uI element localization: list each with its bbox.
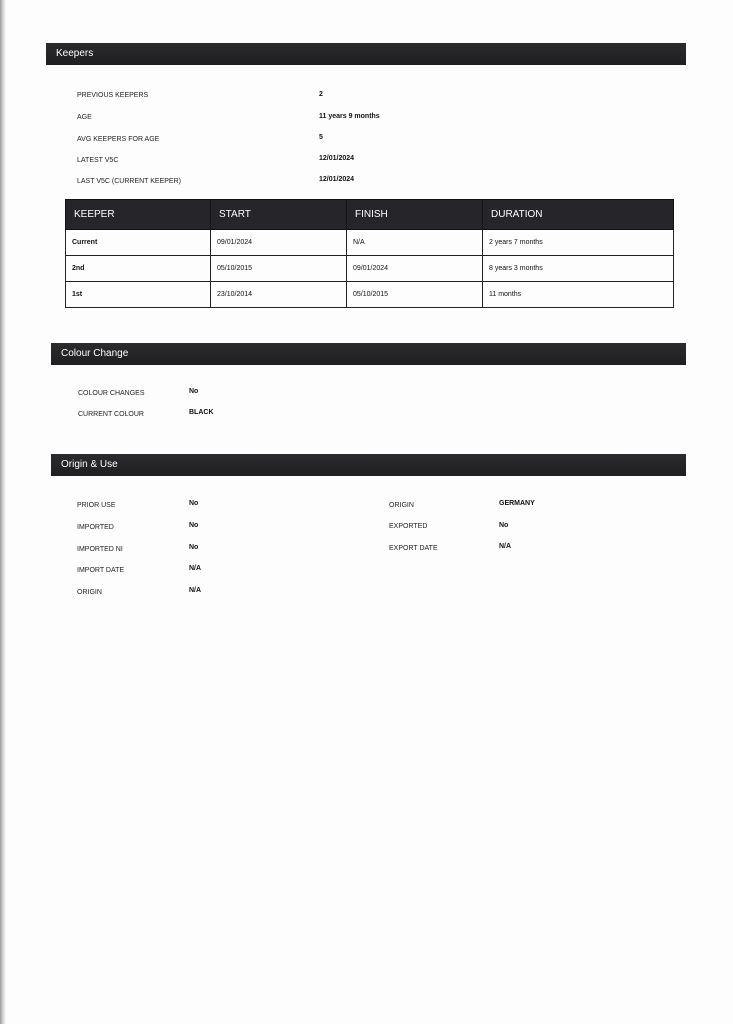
export-date-label: EXPORT DATE [389,545,438,552]
imported-label: IMPORTED [77,524,114,531]
prior-use-label: PRIOR USE [77,502,116,509]
age-label: AGE [77,114,92,121]
last-v5c-label: LAST V5C (CURRENT KEEPER) [77,178,181,185]
duration-column-header: DURATION [483,200,674,230]
start-cell: 09/01/2024 [211,230,347,256]
exported-label: EXPORTED [389,523,428,530]
duration-cell: 11 months [483,282,674,308]
keepers-table-header-row [66,200,674,230]
table-row [66,282,674,308]
exported-value: No [499,522,509,529]
previous-keepers-value: 2 [319,91,323,98]
keepers-table [65,199,674,308]
last-v5c-value: 12/01/2024 [319,176,355,183]
origin-left-value: N/A [189,587,202,594]
colour-change-section-header [51,343,686,365]
keepers-section-header [46,43,686,65]
origin-use-heading: Origin & Use [61,459,118,470]
latest-v5c-value: 12/01/2024 [319,155,355,162]
origin-right-label: ORIGIN [389,502,414,509]
imported-value: No [189,522,199,529]
prior-use-value: No [189,500,199,507]
origin-left-label: ORIGIN [77,589,102,596]
finish-cell: N/A [347,230,483,256]
start-cell: 23/10/2014 [211,282,347,308]
table-row [66,256,674,282]
finish-cell: 05/10/2015 [347,282,483,308]
keeper-cell: 2nd [66,256,211,282]
colour-changes-label: COLOUR CHANGES [78,390,145,397]
keeper-cell: Current [66,230,211,256]
duration-cell: 2 years 7 months [483,230,674,256]
latest-v5c-label: LATEST V5C [77,157,119,164]
finish-cell: 09/01/2024 [347,256,483,282]
colour-change-heading: Colour Change [61,348,129,359]
origin-right-value: GERMANY [499,500,535,507]
table-row [66,230,674,256]
previous-keepers-label: PREVIOUS KEEPERS [77,92,149,99]
avg-keepers-value: 5 [319,134,323,141]
import-date-value: N/A [189,565,202,572]
avg-keepers-label: AVG KEEPERS FOR AGE [77,136,160,143]
keeper-column-header: KEEPER [66,200,211,230]
export-date-value: N/A [499,543,512,550]
imported-ni-value: No [189,544,199,551]
page-edge-shadow [0,0,6,1024]
age-value: 11 years 9 months [319,113,380,120]
import-date-label: IMPORT DATE [77,567,125,574]
origin-use-section-header [51,454,686,476]
imported-ni-label: IMPORTED NI [77,546,123,553]
duration-cell: 8 years 3 months [483,256,674,282]
colour-changes-value: No [189,388,199,395]
keeper-cell: 1st [66,282,211,308]
current-colour-label: CURRENT COLOUR [78,411,144,418]
finish-column-header: FINISH [347,200,483,230]
current-colour-value: BLACK [189,409,214,416]
start-cell: 05/10/2015 [211,256,347,282]
keepers-heading: Keepers [56,48,94,59]
start-column-header: START [211,200,347,230]
